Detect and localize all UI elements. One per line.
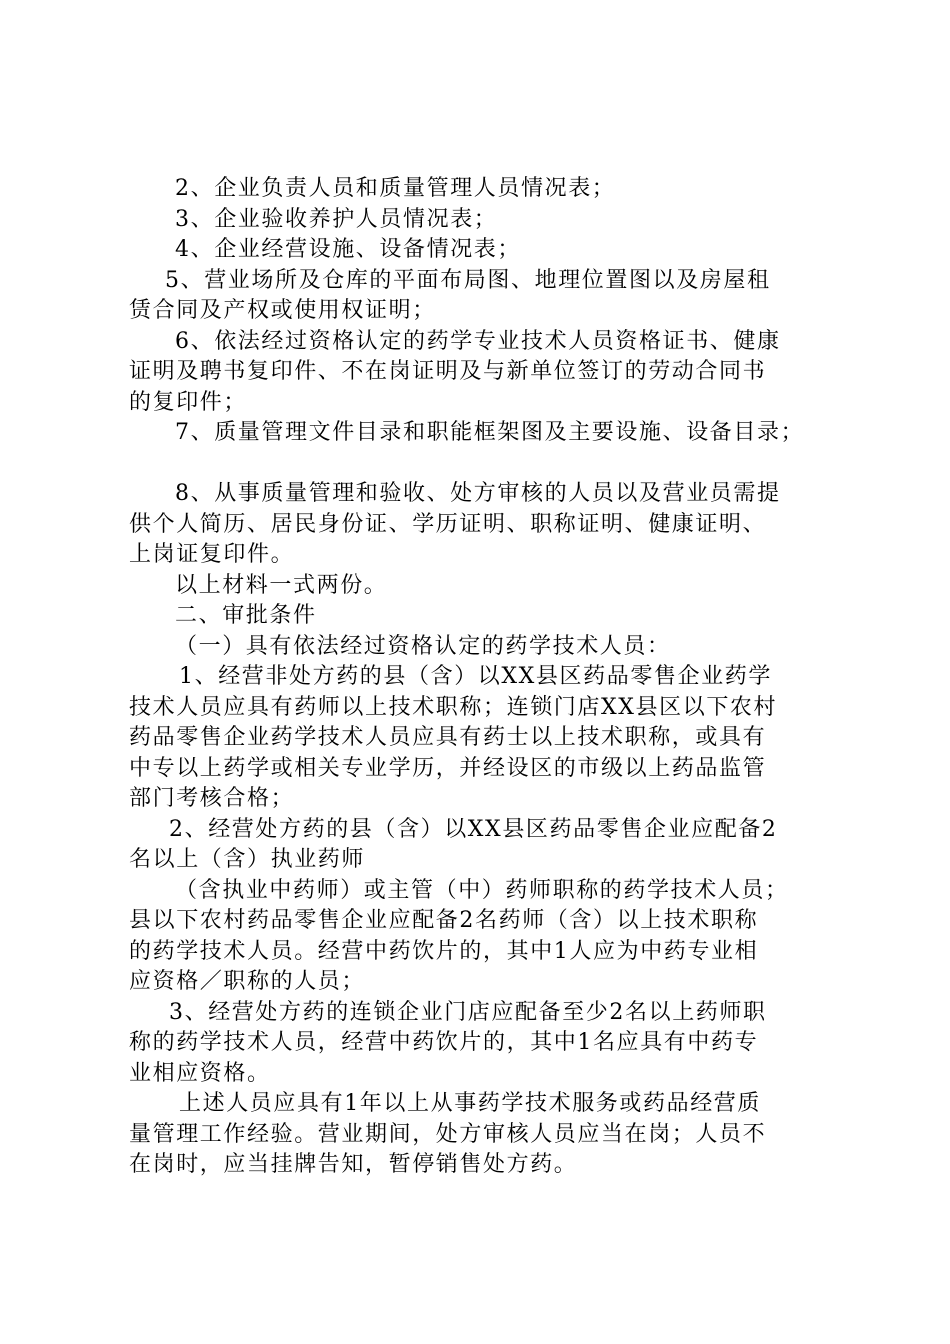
condition-2-line-2: 名以上（含）执业药师 — [129, 847, 366, 872]
condition-2-line-1: 2、经营处方药的县（含）以XX县区药品零售企业应配备2 — [169, 816, 778, 842]
list-item-2: 2、企业负责人员和质量管理人员情况表； — [175, 176, 616, 201]
experience-requirement-line-2: 量管理工作经验。营业期间，处方审核人员应当在岗；人员不 — [129, 1121, 767, 1147]
condition-3-line-2: 称的药学技术人员，经营中药饮片的，其中1名应具有中药专 — [129, 1030, 759, 1055]
condition-3-line-1: 3、经营处方药的连锁企业门店应配备至少2名以上药师职 — [169, 999, 767, 1025]
experience-requirement-line-1: 上述人员应具有1年以上从事药学技术服务或药品经营质 — [179, 1091, 761, 1116]
condition-1-line-1: 1、经营非处方药的县（含）以XX县区药品零售企业药学 — [179, 664, 772, 689]
list-item-5-line-1: 5、营业场所及仓库的平面布局图、地理位置图以及房屋租 — [165, 267, 771, 293]
document-body — [129, 174, 849, 1181]
list-item-7: 7、质量管理文件目录和职能框架图及主要设施、设备目录； — [175, 420, 805, 445]
paragraph-gap — [129, 449, 849, 480]
condition-1-line-5: 部门考核合格； — [129, 786, 295, 811]
list-item-3: 3、企业验收养护人员情况表； — [175, 206, 498, 232]
list-item-5-line-2: 赁合同及产权或使用权证明； — [129, 298, 436, 323]
condition-2-line-3: （含执业中药师）或主管（中）药师职称的药学技术人员； — [175, 877, 789, 903]
list-item-8-line-3: 上岗证复印件。 — [129, 542, 295, 567]
subsection-heading-1: （一）具有依法经过资格认定的药学技术人员： — [175, 633, 671, 659]
copies-note: 以上材料一式两份。 — [175, 572, 388, 598]
list-item-8-line-2: 供个人简历、居民身份证、学历证明、职称证明、健康证明、 — [129, 511, 767, 537]
list-item-6-line-3: 的复印件； — [129, 389, 248, 415]
condition-1-line-3: 药品零售企业药学技术人员应具有药士以上技术职称，或具有 — [129, 725, 767, 750]
condition-3-line-3: 业相应资格。 — [129, 1060, 271, 1086]
list-item-6-line-2: 证明及聘书复印件、不在岗证明及与新单位签订的劳动合同书 — [129, 359, 767, 384]
list-item-4: 4、企业经营设施、设备情况表； — [175, 237, 521, 262]
condition-1-line-4: 中专以上药学或相关专业学历，并经设区的市级以上药品监管 — [129, 755, 767, 781]
condition-2-line-5: 的药学技术人员。经营中药饮片的，其中1人应为中药专业相 — [129, 938, 759, 964]
condition-1-line-2: 技术人员应具有药师以上技术职称；连锁门店XX县区以下农村 — [129, 694, 778, 720]
list-item-8-line-1: 8、从事质量管理和验收、处方审核的人员以及营业员需提 — [175, 481, 781, 506]
list-item-6-line-1: 6、依法经过资格认定的药学专业技术人员资格证书、健康 — [175, 328, 781, 354]
condition-2-line-6: 应资格／职称的人员； — [129, 969, 366, 994]
experience-requirement-line-3: 在岗时，应当挂牌告知，暂停销售处方药。 — [129, 1152, 578, 1177]
section-heading-approval-conditions: 二、审批条件 — [175, 603, 317, 628]
condition-2-line-4: 县以下农村药品零售企业应配备2名药师（含）以上技术职称 — [129, 908, 759, 933]
